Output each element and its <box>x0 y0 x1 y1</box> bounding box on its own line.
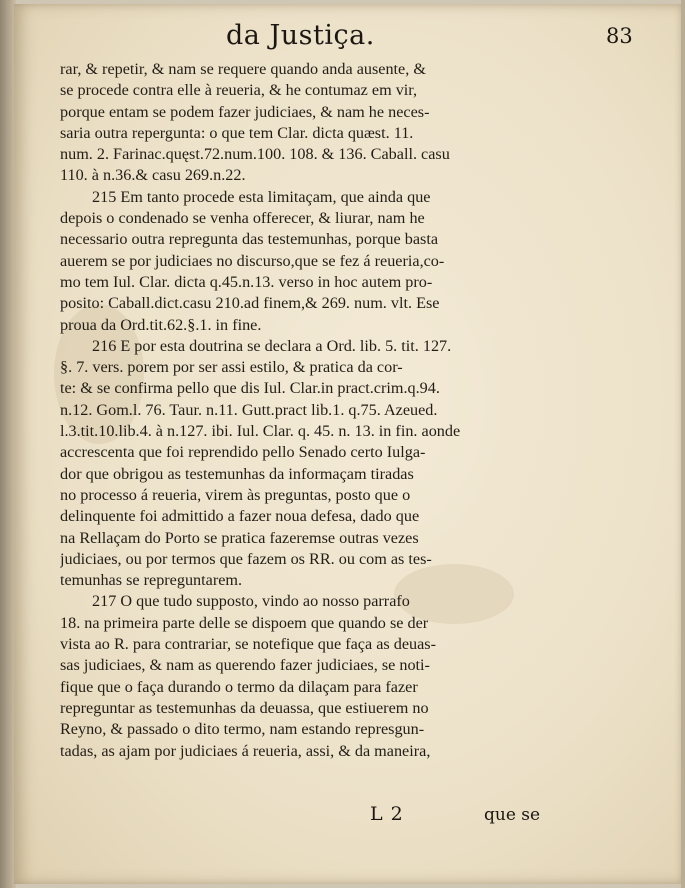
text-line: accrescenta que foi reprendido pello Senado certo Iulga- <box>60 443 426 462</box>
text-line: dor que obrigou as testemunhas da informaçam tiradas <box>60 464 414 483</box>
text-line: auerem se por judiciaes no discurso,que se fez á reueria,co- <box>60 251 445 270</box>
text-line: Reyno, & passado o dito termo, nam estando represgun- <box>60 720 425 739</box>
text-line: mo tem Iul. Clar. dicta q.45.n.13. verso in hoc autem pro- <box>60 272 433 291</box>
text-line: judiciaes, ou por termos que fazem os RR. ou com as tes- <box>60 549 432 568</box>
text-line: porque entam se podem fazer judiciaes, & nam he neces- <box>60 102 430 121</box>
text-line: §. 7. vers. porem por ser assi estilo, & pratica da cor- <box>60 358 403 377</box>
text-line: no processo á reueria, virem às preguntas, posto que o <box>60 485 411 504</box>
page-header <box>0 16 685 56</box>
paragraph-217-start: 217 O que tudo supposto, vindo ao nosso parrafo <box>92 592 410 611</box>
page-edge <box>681 0 685 888</box>
text-line: delinquente foi admittido a fazer noua defesa, dado que <box>60 507 420 526</box>
paragraph-216-start: 216 E por esta doutrina se declara a Ord. lib. 5. tit. 127. <box>92 336 452 355</box>
text-line: sas judiciaes, & nam as querendo fazer judiciaes, se noti- <box>60 656 430 675</box>
text-line: num. 2. Farinac.quęst.72.num.100. 108. & 136. Caball. casu <box>60 145 450 164</box>
text-line: tadas, as ajam por judiciaes á reueria, assi, & da maneira, <box>60 741 431 760</box>
text-line: n.12. Gom.l. 76. Taur. n.11. Gutt.pract lib.1. q.75. Azeued. <box>60 400 438 419</box>
text-line: 18. na primeira parte delle se dispoem que quando se der <box>60 613 429 632</box>
text-line: rar, & repetir, & nam se requere quando anda ausente, & <box>60 60 426 78</box>
text-line: temunhas se repreguntarem. <box>60 571 243 590</box>
text-line: vista ao R. para contrariar, se notefique que faça as deuas- <box>60 635 436 654</box>
text-line: proua da Ord.tit.62.§.1. in fine. <box>60 315 262 334</box>
text-line: l.3.tit.10.lib.4. à n.127. ibi. Iul. Clar. q. 45. n. 13. in fin. aonde <box>60 422 461 441</box>
paragraph-215-start: 215 Em tanto procede esta limitaçam, que ainda que <box>92 187 431 206</box>
text-line: te: & se confirma pello que dis Iul. Clar.in pract.crim.q.94. <box>60 379 440 398</box>
text-line: necessario outra repregunta das testemunhas, porque basta <box>60 230 439 249</box>
text-line: se procede contra elle à reueria, & he contumaz em vir, <box>60 81 418 100</box>
body-text <box>60 59 645 762</box>
text-line: fique que o faça durando o termo da dilaçam para fazer <box>60 677 418 696</box>
page-footer <box>0 801 685 831</box>
text-line: repreguntar as testemunhas da deuassa, que estiuerem no <box>60 698 429 717</box>
text-line: depois o condenado se venha offerecer, & liurar, nam he <box>60 209 425 228</box>
page-number: 83 <box>606 24 633 48</box>
signature-mark: L 2 <box>370 803 404 825</box>
text-line: saria outra repergunta: o que tem Clar. dicta quæst. 11. <box>60 123 414 142</box>
text-line: na Rellaçam do Porto se pratica fazeremse outras vezes <box>60 528 419 547</box>
text-line: 110. à n.36.& casu 269.n.22. <box>60 166 246 185</box>
text-line: posito: Caball.dict.casu 210.ad finem,& 269. num. vlt. Ese <box>60 294 440 313</box>
running-title: da Justiça. <box>226 20 375 51</box>
catchword: que se <box>484 805 541 825</box>
